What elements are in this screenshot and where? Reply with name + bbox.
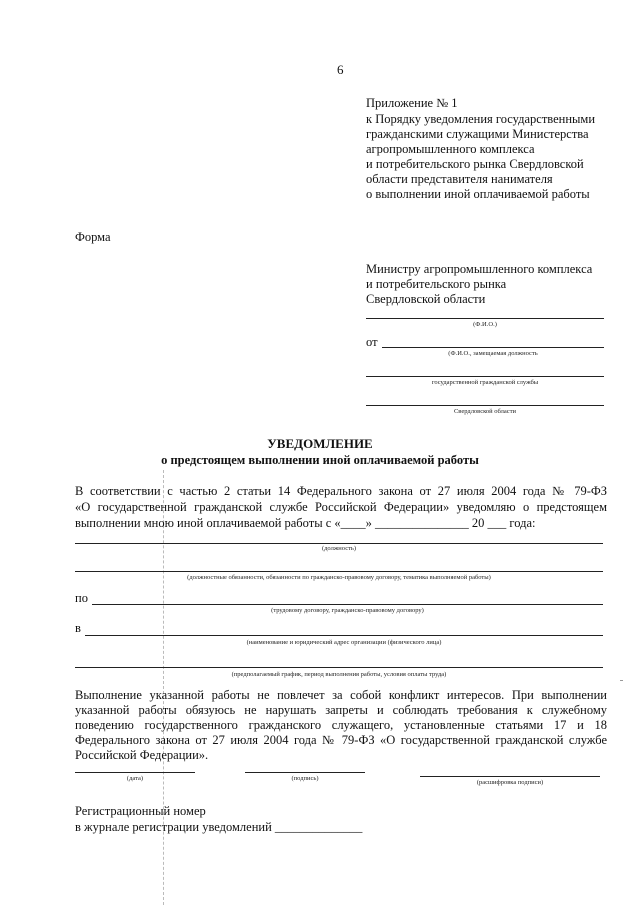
contract-line: [92, 604, 603, 605]
notice-title: УВЕДОМЛЕНИЕ: [267, 436, 373, 451]
intro-line: «О государственной гражданской службе Российской Федерации» уведомляю о предстоящем: [75, 500, 607, 514]
notice-subtitle: о предстоящем выполнении иной оплачиваемой работы: [161, 453, 479, 467]
org-line: [85, 635, 603, 636]
service-caption: государственной гражданской службы: [431, 379, 539, 386]
statement-line: поведению государственного гражданского служащего, установленные статьями 17 и 18: [75, 718, 607, 732]
appendix-line: области представителя нанимателя: [366, 172, 553, 186]
page-number: 6: [337, 62, 344, 77]
registration-journal-label: в журнале регистрации уведомлений ______________: [75, 820, 363, 834]
appendix-line: агропромышленного комплекса: [366, 142, 535, 156]
form-label: Форма: [75, 230, 111, 244]
appendix-line: гражданскими служащими Министерства: [366, 127, 589, 141]
org-caption: (наименование и юридический адрес организации (физического лица): [246, 639, 442, 646]
decoding-line: [420, 776, 600, 777]
po-label: по: [75, 591, 88, 605]
appendix-line: о выполнении иной оплачиваемой работы: [366, 187, 590, 201]
contract-caption: (трудовому договору, гражданско-правовому договору): [271, 607, 424, 614]
date-caption: (дата): [126, 775, 144, 782]
appendix-line: к Порядку уведомления государственными: [366, 112, 596, 126]
position-line: [75, 543, 603, 544]
addressee-line: Свердловской области: [366, 292, 486, 306]
region-caption: Свердловской области: [453, 408, 517, 415]
duties-caption: (должностные обязанности, обязанности по гражданско-правовому договору, тематика выполняемой работы): [187, 574, 491, 581]
from-line: [382, 347, 604, 348]
signature-line: [245, 772, 365, 773]
statement-line: Выполнение указанной работы не повлечет за собой конфликт интересов. При выполнении: [75, 688, 607, 702]
intro-line: выполнении мною иной оплачиваемой работы с «____» _______________ 20 ___ года:: [75, 516, 536, 530]
fio-caption: (Ф.И.О.): [473, 321, 497, 328]
from-label: от: [366, 335, 378, 349]
date-line: [75, 772, 195, 773]
decoding-caption: (расшифровка подписи): [476, 779, 544, 786]
v-label: в: [75, 621, 81, 635]
statement-line: указанной работы обязуюсь не нарушать запреты и соблюдать требования к служебному: [75, 703, 607, 717]
schedule-caption: (предполагаемый график, период выполнения работы, условия оплаты труда): [231, 671, 447, 678]
intro-line: В соответствии с частью 2 статьи 14 Федерального закона от 27 июля 2004 года № 79-ФЗ: [75, 484, 607, 498]
schedule-line: [75, 667, 603, 668]
service-line: [366, 376, 604, 377]
scan-speck: [620, 680, 623, 681]
registration-number-label: Регистрационный номер: [75, 804, 206, 818]
statement-line: Российской Федерации».: [75, 748, 209, 762]
signature-caption: (подпись): [291, 775, 319, 782]
position-caption: (должность): [321, 545, 357, 552]
duties-line: [75, 571, 603, 572]
appendix-line: и потребительского рынка Свердловской: [366, 157, 584, 171]
statement-line: Федерального закона от 27 июля 2004 года № 79-ФЗ «О государственной гражданской службе: [75, 733, 607, 747]
fio-line: [366, 318, 604, 319]
from-caption: (Ф.И.О., замещаемая должность: [448, 350, 538, 357]
addressee-line: и потребительского рынка: [366, 277, 507, 291]
addressee-line: Министру агропромышленного комплекса: [366, 262, 593, 276]
appendix-title: Приложение № 1: [366, 96, 458, 110]
region-line: [366, 405, 604, 406]
